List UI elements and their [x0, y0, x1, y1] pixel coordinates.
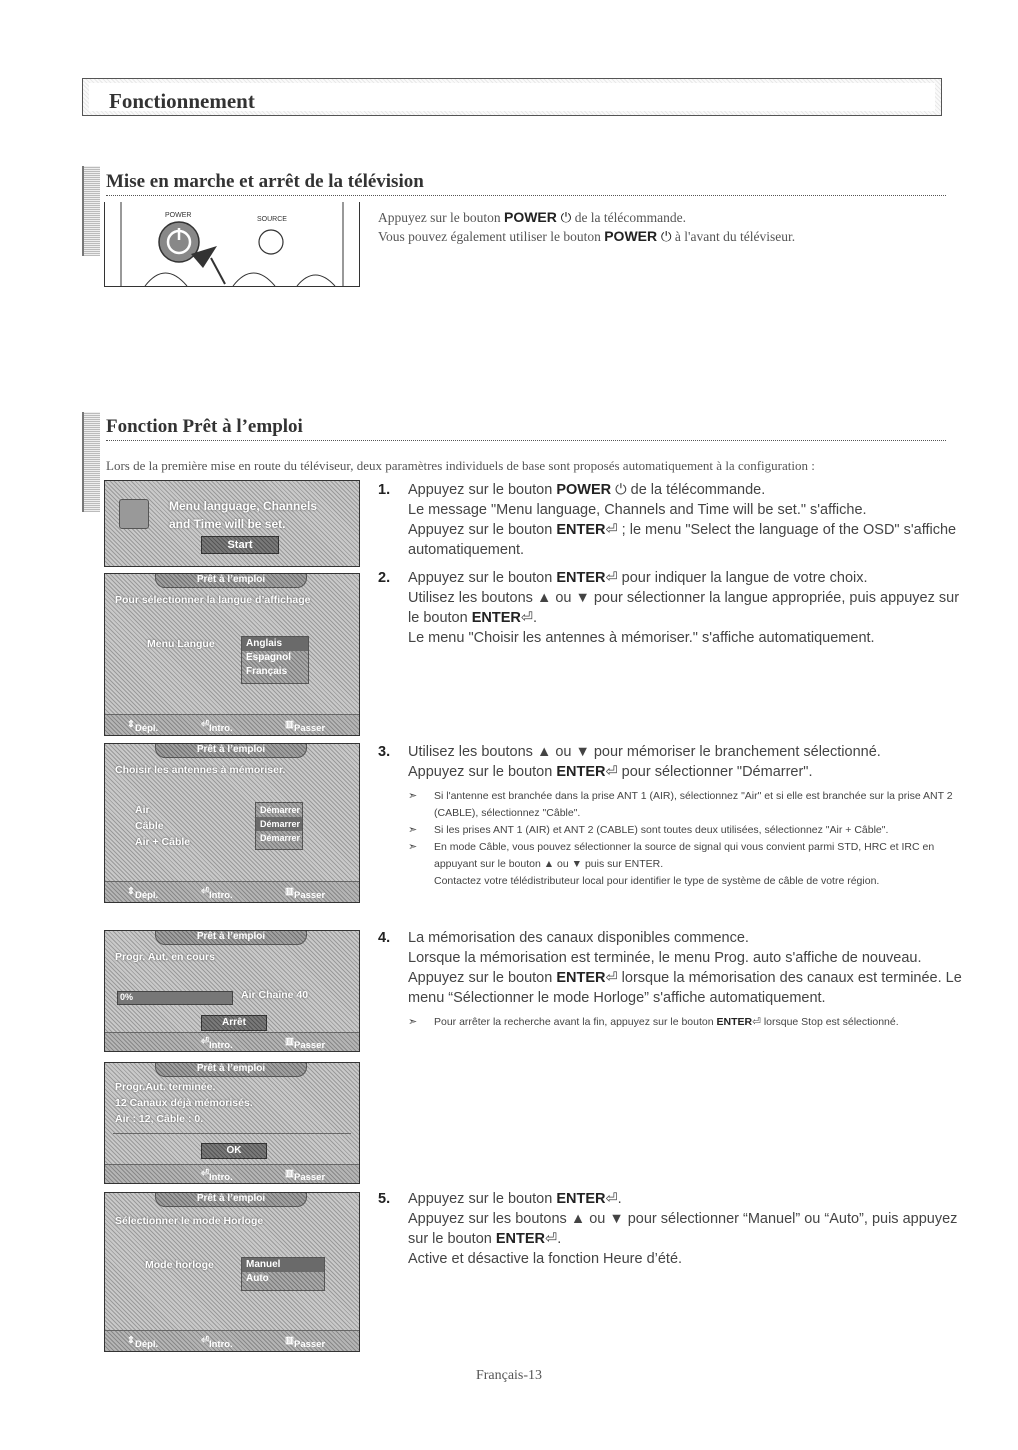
- step-5-b-text: Appuyez sur les boutons ▲ ou ▼ pour sélectionner “Manuel” ou “Auto”, puis appuyez sur le bouton: [408, 1211, 958, 1247]
- foot-move-label: Dépl.: [134, 1339, 159, 1350]
- step-1-line-a: [408, 480, 968, 500]
- step-3-note-3b-text: Contactez votre télédistributeur local pour identifier le type de système de câble de votre région.: [434, 875, 880, 887]
- screen-header: Prêt à l’emploi: [155, 1192, 307, 1207]
- screen-footer: [105, 1164, 359, 1183]
- step-2-a-pre: Appuyez sur le bouton: [408, 570, 557, 586]
- step-5: [378, 1189, 968, 1269]
- screen-antenna: [104, 743, 360, 903]
- foot-enter-label: Intro.: [208, 1339, 233, 1350]
- screen-clock-mode: [104, 1192, 360, 1352]
- step-2-a-post: pour indiquer la langue de votre choix.: [617, 570, 868, 586]
- screen-language: [104, 573, 360, 736]
- screen-program-complete: [104, 1062, 360, 1184]
- step-4-line-c: [408, 968, 968, 1008]
- foot-enter-label: Intro.: [208, 1040, 233, 1051]
- screen-subtitle: Pour sélectionner la langue d’affichage: [115, 594, 311, 606]
- step-3-note-3a-text: En mode Câble, vous pouvez sélectionner la source de signal qui vous convient parmi STD, HRC et IRC en appuyant sur le bouton ▲ ou ▼ puis sur ENTER.: [434, 841, 935, 870]
- enter-icon: ⏎: [605, 970, 618, 986]
- foot-move: ⇕ Dépl.: [127, 1335, 159, 1350]
- screen-subtitle: Sélectionner le mode Horloge: [115, 1215, 264, 1227]
- screen-header: Prêt à l’emploi: [155, 930, 307, 945]
- welcome-line1: Menu language, Channels: [169, 499, 318, 513]
- screen-divider: [113, 1133, 351, 1134]
- step-4: [378, 928, 968, 1031]
- screen-header: Prêt à l’emploi: [155, 1062, 307, 1077]
- section1-line1: [378, 208, 958, 227]
- step-2-b-post: .: [533, 610, 538, 626]
- foot-enter: ⏎ Intro.: [201, 719, 233, 734]
- foot-skip: ▥ Passer: [285, 1335, 326, 1350]
- step-1: [378, 480, 968, 560]
- step-2: [378, 568, 968, 648]
- step-2-number: 2.: [378, 570, 391, 586]
- section1-line2: [378, 227, 958, 246]
- foot-enter-label: Intro.: [208, 723, 233, 734]
- foot-move: ⇕ Dépl.: [127, 886, 159, 901]
- option-auto[interactable]: Auto: [246, 1273, 269, 1284]
- screen-footer: [105, 1032, 359, 1051]
- enter-icon: ⏎: [605, 764, 618, 780]
- chapter-title: Fonctionnement: [109, 89, 255, 113]
- enter-icon: ⏎: [605, 1191, 618, 1207]
- enter-icon: ⏎: [605, 570, 618, 586]
- foot-enter-label: Intro.: [208, 890, 233, 901]
- foot-skip-label: Passer: [293, 723, 326, 734]
- step-1-a-post: de la télécommande.: [626, 482, 766, 498]
- option-spanish[interactable]: Espagnol: [246, 652, 292, 663]
- page-number: Français-13: [475, 1368, 543, 1383]
- step-4-c-pre: Appuyez sur le bouton: [408, 970, 557, 986]
- start-button[interactable]: Start: [201, 536, 279, 554]
- step-4-c-post: lorsque la mémorisation des canaux est terminée. Le menu “Sélectionner le mode Horloge” s'affiche automatiquement.: [408, 970, 962, 1006]
- step-4-note-post: lorsque Stop est sélectionné.: [760, 1016, 899, 1028]
- step-2-line-a: [408, 568, 968, 588]
- step-4-number: 4.: [378, 930, 391, 946]
- section1-line1-post: de la télécommande.: [571, 210, 687, 225]
- note-arrow-icon: ➣: [408, 841, 418, 853]
- step-4-note-enter: ENTER: [716, 1016, 753, 1028]
- step-3-b-post: pour sélectionner "Démarrer".: [617, 764, 813, 780]
- step-5-line-c: Active et désactive la fonction Heure d’été.: [408, 1251, 683, 1267]
- note-arrow-icon: ➣: [408, 790, 418, 802]
- step-2-a-enter: ENTER: [556, 570, 606, 586]
- clock-mode-label: Mode horloge: [145, 1259, 214, 1271]
- foot-skip-label: Passer: [293, 1172, 326, 1183]
- step-3-note-1-text: Si l'antenne est branchée dans la prise ANT 1 (AIR), sélectionnez "Air" et si elle est branchée sur la prise ANT 2 (CABLE), sélectionnez "Câble".: [434, 790, 953, 819]
- section2-intro: Lors de la première mise en route du téléviseur, deux paramètres individuels de base sont proposés automatiquement à la configuration :: [106, 458, 815, 473]
- remote-source-label: SOURCE: [257, 216, 287, 223]
- step-1-a-power: POWER: [556, 482, 612, 498]
- option-french[interactable]: Français: [246, 666, 288, 677]
- option-start-air-cable[interactable]: Démarrer: [260, 833, 301, 843]
- section1-line1-power: POWER: [503, 209, 557, 225]
- remote-illustration: [104, 202, 360, 287]
- remote-drawing: [105, 202, 359, 286]
- screen-header: Prêt à l’emploi: [155, 743, 307, 758]
- section1-text: [378, 208, 958, 246]
- step-2-line-c: Le menu "Choisir les antennes à mémoriser." s'affiche automatiquement.: [408, 630, 875, 646]
- section2-divider: [106, 440, 946, 441]
- screen-header: Prêt à l’emploi: [155, 573, 307, 588]
- step-2-line-b: [408, 588, 968, 628]
- step-4-c-enter: ENTER: [556, 970, 606, 986]
- clock-mode-options: [241, 1257, 325, 1291]
- step-3-line-a: Utilisez les boutons ▲ ou ▼ pour mémoriser le branchement sélectionné.: [408, 744, 881, 760]
- antenna-options: [255, 802, 303, 850]
- foot-enter: ⏎ Intro.: [201, 1168, 233, 1183]
- enter-icon: ⏎: [520, 610, 534, 626]
- section1-line1-pre: Appuyez sur le bouton: [378, 210, 504, 225]
- foot-move-label: Dépl.: [134, 723, 159, 734]
- section1-divider: [106, 195, 946, 196]
- screen-footer: [105, 881, 359, 902]
- foot-enter: ⏎ Intro.: [201, 1036, 233, 1051]
- foot-skip: ▥ Passer: [285, 1168, 326, 1183]
- step-5-a-pre: Appuyez sur le bouton: [408, 1191, 557, 1207]
- step-3-line-b: [408, 762, 968, 782]
- step-5-body: [408, 1189, 968, 1269]
- step-1-body: [408, 480, 968, 560]
- step-5-b-enter: ENTER: [495, 1231, 546, 1247]
- power-icon: ⏻: [556, 210, 572, 225]
- step-3-note-3: [408, 839, 968, 890]
- option-manual[interactable]: Manuel: [242, 1258, 324, 1272]
- section2-title: Fonction Prêt à l’emploi: [106, 416, 303, 437]
- section1-line2-pre: Vous pouvez également utiliser le bouton: [378, 229, 605, 244]
- step-5-line-a: [408, 1189, 968, 1209]
- foot-skip: ▥ Passer: [285, 719, 326, 734]
- language-options: [241, 636, 309, 684]
- foot-skip: ▥ Passer: [285, 1036, 326, 1051]
- step-3-number: 3.: [378, 744, 391, 760]
- foot-skip-label: Passer: [293, 1339, 326, 1350]
- step-4-note: [408, 1014, 968, 1031]
- step-3: [378, 742, 968, 890]
- enter-icon: ⏎: [752, 1016, 761, 1028]
- step-4-note-pre: Pour arrêter la recherche avant la fin, appuyez sur le bouton: [434, 1016, 717, 1028]
- foot-enter: ⏎ Intro.: [201, 886, 233, 901]
- ok-button[interactable]: OK: [201, 1143, 267, 1159]
- step-3-b-pre: Appuyez sur le bouton: [408, 764, 557, 780]
- step-2-body: [408, 568, 968, 648]
- antenna-item-air: Air: [135, 804, 150, 816]
- power-icon: ⏻: [657, 229, 672, 244]
- progress-bar: [117, 991, 233, 1005]
- complete-line3: Air : 12, Câble : 0.: [115, 1113, 204, 1125]
- section1-line2-power: POWER: [604, 228, 658, 244]
- section1-line2-post: à l'avant du téléviseur.: [671, 229, 796, 244]
- step-1-number: 1.: [378, 482, 391, 498]
- antenna-item-air-cable: Air + Câble: [135, 836, 191, 848]
- remote-power-label: POWER: [165, 212, 192, 219]
- foot-enter: ⏎ Intro.: [201, 1335, 233, 1350]
- foot-skip: ▥ Passer: [285, 886, 326, 901]
- note-arrow-icon: ➣: [408, 1016, 418, 1028]
- foot-enter-label: Intro.: [208, 1172, 233, 1183]
- step-5-a-enter: ENTER: [556, 1191, 606, 1207]
- screen-footer: [105, 714, 359, 735]
- enter-icon: ⏎: [545, 1231, 558, 1247]
- complete-line1: Progr.Aut. terminée.: [115, 1081, 216, 1093]
- foot-move: ⇕ Dépl.: [127, 719, 159, 734]
- screen-auto-program: [104, 930, 360, 1052]
- section1-title: Mise en marche et arrêt de la télévision: [106, 171, 424, 192]
- section2-side-bar: [82, 412, 100, 512]
- chapter-header: [82, 78, 942, 116]
- step-5-number: 5.: [378, 1191, 391, 1207]
- step-1-a-pre: Appuyez sur le bouton: [408, 482, 557, 498]
- foot-skip-label: Passer: [293, 1040, 326, 1051]
- step-4-body: [408, 928, 968, 1031]
- power-icon: ⏻: [611, 482, 627, 498]
- step-3-note-2-text: Si les prises ANT 1 (AIR) et ANT 2 (CABLE) sont toutes deux utilisées, sélectionnez "Air + Câble".: [434, 824, 889, 836]
- step-2-b-pre: Utilisez les boutons ▲ ou ▼ pour sélectionner la langue appropriée, puis appuyez sur le bouton: [408, 590, 960, 626]
- progress-label: 0%: [120, 992, 134, 1002]
- screen-footer: [105, 1330, 359, 1351]
- step-3-body: [408, 742, 968, 890]
- option-english[interactable]: Anglais: [242, 637, 308, 651]
- step-5-b-post: .: [557, 1231, 562, 1247]
- complete-line2: 12 Canaux déjà mémorisés.: [115, 1097, 253, 1109]
- screen-subtitle: Choisir les antennes à mémoriser.: [115, 764, 286, 776]
- step-5-a-post: .: [617, 1191, 622, 1207]
- step-3-note-2: [408, 822, 968, 839]
- option-start-cable[interactable]: Démarrer: [256, 817, 302, 831]
- step-1-line-c: [408, 520, 968, 560]
- section1-side-bar: [82, 166, 100, 256]
- stop-button[interactable]: Arrêt: [201, 1015, 267, 1031]
- step-5-line-b: [408, 1209, 968, 1249]
- step-3-b-enter: ENTER: [556, 764, 606, 780]
- foot-skip-label: Passer: [293, 890, 326, 901]
- step-4-line-b: Lorsque la mémorisation est terminée, le menu Prog. auto s'affiche de nouveau.: [408, 950, 922, 966]
- note-arrow-icon: ➣: [408, 824, 418, 836]
- screen-welcome: [104, 480, 360, 567]
- menu-language-label: Menu Langue: [147, 638, 215, 650]
- enter-icon: ⏎: [605, 522, 618, 538]
- channel-status: Air Chaîne 40: [241, 989, 309, 1001]
- welcome-line2: and Time will be set.: [169, 517, 286, 531]
- step-1-c-enter: ENTER: [556, 522, 606, 538]
- tv-icon: [119, 499, 149, 529]
- step-2-b-enter: ENTER: [471, 610, 521, 626]
- step-4-line-a: La mémorisation des canaux disponibles commence.: [408, 930, 749, 946]
- antenna-item-cable: Câble: [135, 820, 164, 832]
- chapter-header-inner: [89, 83, 935, 111]
- foot-move-label: Dépl.: [134, 890, 159, 901]
- step-1-c-post: ; le menu "Select the language of the OSD" s'affiche automatiquement.: [408, 522, 957, 558]
- screen-subtitle: Progr. Aut. en cours: [115, 951, 215, 963]
- option-start-air[interactable]: Démarrer: [260, 805, 301, 815]
- step-1-c-pre: Appuyez sur le bouton: [408, 522, 557, 538]
- step-3-note-1: [408, 788, 968, 822]
- step-1-line-b: Le message "Menu language, Channels and Time will be set." s'affiche.: [408, 502, 867, 518]
